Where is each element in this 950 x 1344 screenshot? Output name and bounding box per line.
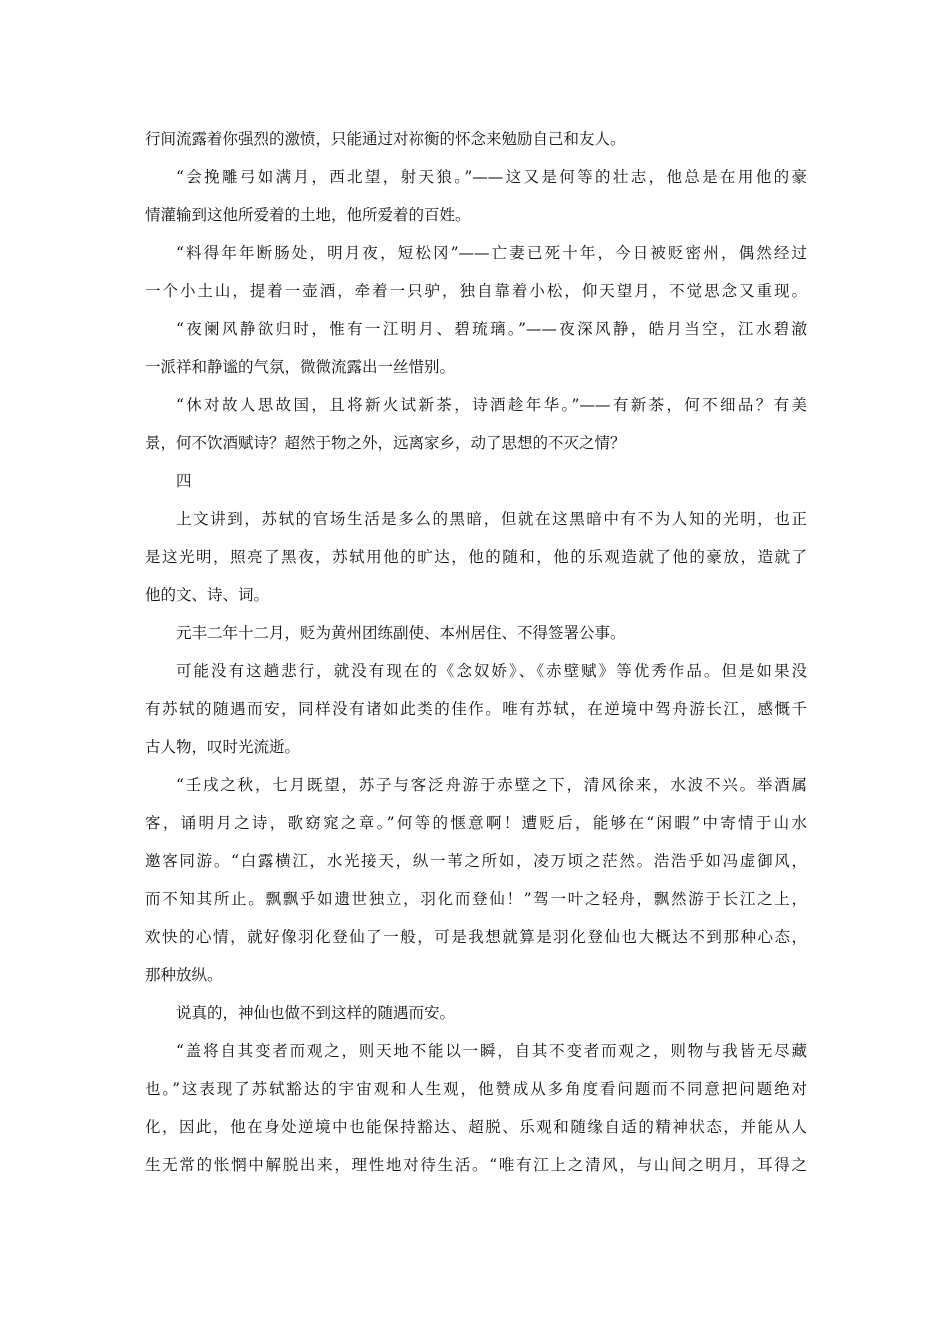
text-line: 上文讲到，苏轼的官场生活是多么的黑暗，但就在这黑暗中有不为人知的光明，也正 xyxy=(176,510,807,528)
text-line: 他的文、诗、词。 xyxy=(145,586,270,604)
text-line: 生无常的怅惘中解脱出来，理性地对待生活。“唯有江上之清风，与山间之明月，耳得之 xyxy=(145,1156,807,1174)
text-line: 邀客同游。“白露横江，水光接天，纵一苇之所如，凌万顷之茫然。浩浩乎如冯虚御风， xyxy=(145,852,807,870)
text-line: 化，因此，他在身处逆境中也能保持豁达、超脱、乐观和随缘自适的精神状态，并能从人 xyxy=(145,1118,807,1136)
text-line: 客，诵明月之诗，歌窈窕之章。”何等的惬意啊！遭贬后，能够在“闲暇”中寄情于山水 xyxy=(145,814,807,832)
text-line: 景，何不饮酒赋诗？超然于物之外，远离家乡，动了思想的不灭之情？ xyxy=(145,434,626,452)
text-line: 四 xyxy=(176,472,192,490)
text-line: 一个小土山，提着一壶酒，牵着一只驴，独自靠着小松，仰天望月，不觉思念又重现。 xyxy=(145,282,807,300)
text-line: 一派祥和静谧的气氛，微微流露出一丝惜别。 xyxy=(145,358,456,376)
text-line: 可能没有这趟悲行，就没有现在的《念奴娇》、《赤壁赋》等优秀作品。但是如果没 xyxy=(176,662,807,680)
text-line: 行间流露着你强烈的激愤，只能通过对祢衡的怀念来勉励自己和友人。 xyxy=(145,130,626,148)
text-line: 情灌输到这他所爱着的土地，他所爱着的百姓。 xyxy=(145,206,471,224)
text-line: “壬戌之秋，七月既望，苏子与客泛舟游于赤壁之下，清风徐来，水波不兴。举酒属 xyxy=(176,776,807,794)
text-line: “盖将自其变者而观之，则天地不能以一瞬，自其不变者而观之，则物与我皆无尽藏 xyxy=(176,1042,807,1060)
text-line: “料得年年断肠处，明月夜，短松冈”——亡妻已死十年，今日被贬密州，偶然经过 xyxy=(176,244,807,262)
text-line: 是这光明，照亮了黑夜，苏轼用他的旷达，他的随和，他的乐观造就了他的豪放，造就了 xyxy=(145,548,807,566)
text-line: 而不知其所止。飘飘乎如遗世独立，羽化而登仙！”驾一叶之轻舟，飘然游于长江之上， xyxy=(145,890,807,908)
text-line: “夜阑风静欲归时，惟有一江明月、碧琉璃。”——夜深风静，皓月当空，江水碧澈 xyxy=(176,320,807,338)
text-line: 有苏轼的随遇而安，同样没有诸如此类的佳作。唯有苏轼，在逆境中驾舟游长江，感慨千 xyxy=(145,700,807,718)
text-line: 欢快的心情，就好像羽化登仙了一般，可是我想就算是羽化登仙也大概达不到那种心态， xyxy=(145,928,807,946)
document-page xyxy=(145,120,807,1184)
text-line: 也。”这表现了苏轼豁达的宇宙观和人生观，他赞成从多角度看问题而不同意把问题绝对 xyxy=(145,1080,807,1098)
text-line: “会挽雕弓如满月，西北望，射天狼。”——这又是何等的壮志，他总是在用他的豪 xyxy=(176,168,807,186)
text-line: “休对故人思故国，且将新火试新茶，诗酒趁年华。”——有新茶，何不细品？有美 xyxy=(176,396,807,414)
text-line: 古人物，叹时光流逝。 xyxy=(145,738,301,756)
text-line: 说真的，神仙也做不到这样的随遇而安。 xyxy=(176,1004,456,1022)
text-line: 元丰二年十二月，贬为黄州团练副使、本州居住、不得签署公事。 xyxy=(176,624,626,642)
text-line: 那种放纵。 xyxy=(145,966,223,984)
